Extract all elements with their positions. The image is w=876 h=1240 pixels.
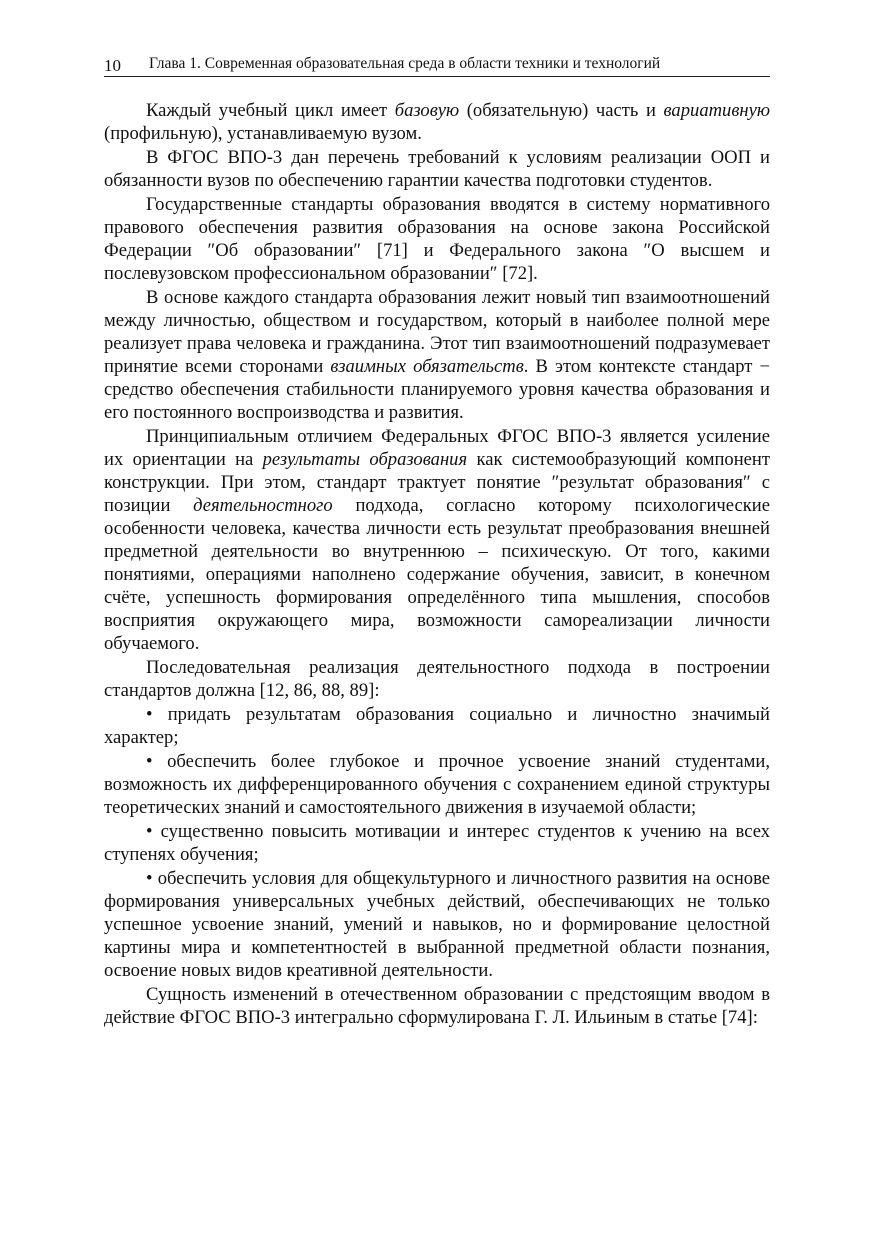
text-run: . В этом контексте стандарт − средство обеспечения стабильности планируемого уровня качества образования и его постоянного воспроизводства и развития. <box>104 356 770 423</box>
bullet-item: • обеспечить условия для общекультурного и личностного развития на основе формирования универсальных учебных действий, обеспечивающих не только успешное усвоение знаний, умений и навыков, но и формирование целостной картины мира и компетентностей в выбранной предметной области познания, освоение новых видов креативной деятельности. <box>104 868 770 981</box>
paragraph <box>104 99 770 145</box>
paragraph: Последовательная реализация деятельностного подхода в построении стандартов должна [12, 86, 88, 89]: <box>104 657 770 701</box>
italic-term: деятельностного <box>193 495 333 516</box>
text-run: В основе каждого стандарта образования лежит новый тип взаимоотношений между личностью, обществом и государством, который в наиболее полной мере реализует права человека и гражданина. Этот тип взаимоотношений подразумевает принятие всеми сторонами <box>104 287 770 377</box>
page-number: 10 <box>104 56 121 75</box>
italic-term: вариативную <box>663 100 770 121</box>
text-run: Принципиальным отличием Федеральных ФГОС ВПО-3 является усиление их ориентации на <box>104 426 770 470</box>
bullet-item: • обеспечить более глубокое и прочное усвоение знаний студентами, возможность их дифференцированного обучения с сохранением единой структуры теоретических знаний и самостоятельного движения в изучаемой области; <box>104 751 770 818</box>
bullet-item: • придать результатам образования социально и личностно значимый характер; <box>104 704 770 748</box>
text-run: Каждый учебный цикл имеет <box>146 100 395 121</box>
paragraph: Государственные стандарты образования вводятся в систему нормативного правового обеспечения развития образования на основе закона Российской Федерации ″Об образовании″ [71] и Федерального закона ″О высшем и послевузовском профессиональном образовании″ [72]. <box>104 194 770 284</box>
text-run: (профильную), устанавливаемую вузом. <box>104 123 422 144</box>
text-run: как системообразующий компонент конструкции. При этом, стандарт трактует понятие ″результат образования″ с позиции <box>104 449 771 516</box>
paragraph <box>104 286 770 424</box>
body-text <box>104 99 770 1029</box>
text-run: (обязательную) часть и <box>459 100 664 121</box>
chapter-title: Глава 1. Современная образовательная среда в области техники и технологий <box>149 55 661 72</box>
bullet-item: • существенно повысить мотивации и интерес студентов к учению на всех ступенях обучения; <box>104 821 770 865</box>
italic-term: результаты образования <box>262 449 468 470</box>
italic-term: взаимных обязательств <box>330 356 524 377</box>
paragraph: Сущность изменений в отечественном образовании с предстоящим вводом в действие ФГОС ВПО-3 интегрально сформулирована Г. Л. Ильиным в статье [74]: <box>104 984 770 1028</box>
paragraph <box>104 425 770 655</box>
text-run: подхода, согласно которому психологические особенности человека, качества личности есть результат преобразования внешней предметной деятельности во внутреннюю – психическую. От того, какими понятиями, операциями наполнено содержание обучения, зависит, в конечном счёте, успешность формирования определённого типа мышления, способов восприятия окружающего мира, возможности самореализации личности обучаемого. <box>104 495 770 654</box>
paragraph: В ФГОС ВПО-3 дан перечень требований к условиям реализации ООП и обязанности вузов по обеспечению гарантии качества подготовки студентов. <box>104 147 770 191</box>
running-header <box>104 52 770 77</box>
italic-term: базовую <box>394 100 460 121</box>
